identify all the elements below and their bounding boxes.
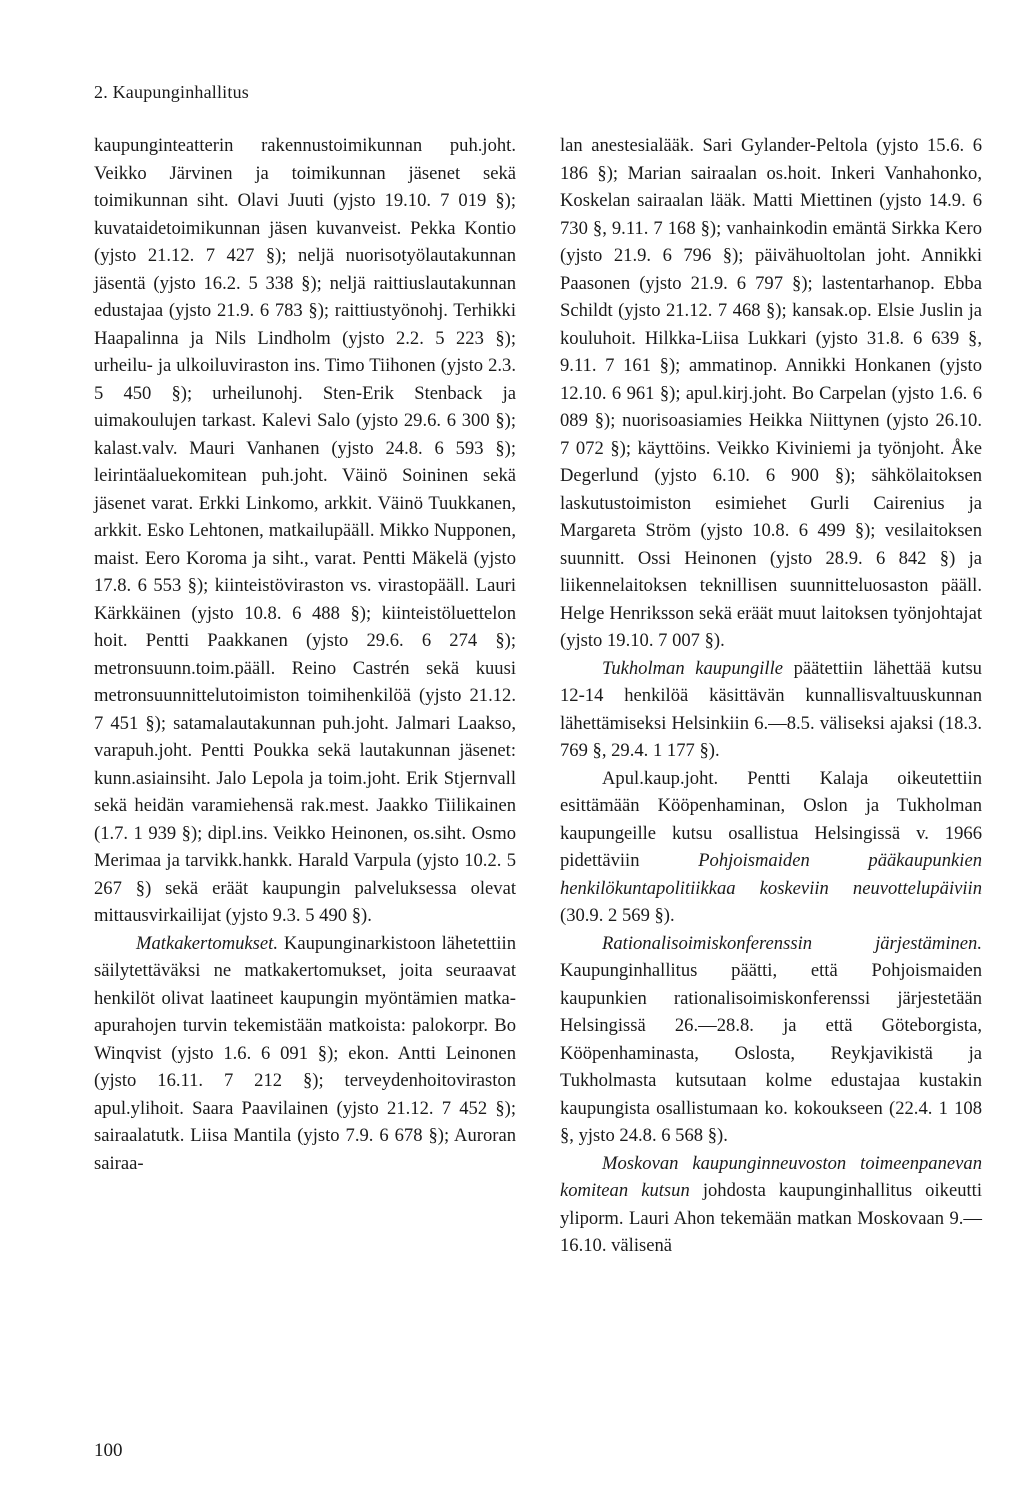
right-paragraph-2-body: päätettiin lähettää kutsu 12-14 henkilöä käsittävän kunnallisvaltuuskunnan lähettämiseksi Helsinkiin 6.—8.5. väliseksi ajaksi (18.3. 769 §, 29.4. 1 177 §).	[560, 657, 982, 761]
right-paragraph-5-body: johdosta kaupunginhallitus oikeutti yliporm. Lauri Ahon tekemään matkan Moskovaan 9.—16.10. välisenä	[560, 1180, 982, 1256]
page-number: 100	[94, 1440, 123, 1461]
left-paragraph-2	[94, 930, 516, 1178]
right-paragraph-3-before: Apul.kaup.joht. Pentti Kalaja oikeutettiin esittämään Kööpenhaminan, Oslon ja Tukholman kaupungeille kutsu osallistua Helsingissä v. 1966 pidettäviin	[560, 767, 982, 871]
right-paragraph-1: lan anestesialääk. Sari Gylander-Peltola (yjsto 15.6. 6 186 §); Marian sairaalan os.hoit. Inkeri Vanhahonko, Koskelan sairaalan lääk. Matti Miettinen (yjsto 14.9. 6 730 §, 9.11. 7 168 §); vanhainkodin emäntä Sirkka Kero (yjsto 21.9. 6 796 §); päivähuoltolan joht. Annikki Paasonen (yjsto 21.9. 6 797 §); lastentarhanop. Ebba Schildt (yjsto 21.12. 7 468 §); kansak.op. Elsie Juslin ja kouluhoit. Hilkka-Liisa Lukkari (yjsto 31.8. 6 639 §, 9.11. 7 161 §); ammatinop. Annikki Honkanen (yjsto 12.10. 6 961 §); apul.kirj.joht. Bo Carpelan (yjsto 1.6. 6 089 §); nuorisoasiamies Heikka Niittynen (yjsto 26.10. 7 072 §); käyttöins. Veikko Kiviniemi ja työnjoht. Åke Degerlund (yjsto 6.10. 6 900 §); sähkölaitoksen laskutustoimiston esimiehet Gurli Cairenius ja Margareta Ström (yjsto 10.8. 6 499 §); vesilaitoksen suunnitt. Ossi Heinonen (yjsto 28.9. 6 842 §) ja liikennelaitoksen teknillisen suunnitteluosaston pääll. Helge Henriksson sekä eräät muut laitoksen työnjohtajat (yjsto 19.10. 7 007 §).	[560, 135, 982, 651]
section-heading-tukholman: Tukholman kaupungille	[602, 657, 783, 679]
right-paragraph-3-after: (30.9. 2 569 §).	[560, 905, 675, 926]
section-heading-matkakertomukset: Matkakertomukset.	[136, 932, 278, 954]
left-paragraph-1: kaupunginteatterin rakennustoimikunnan puh.joht. Veikko Järvinen ja toimikunnan jäsenet sekä toimikunnan siht. Olavi Juuti (yjsto 19.10. 7 019 §); kuvataidetoimikunnan jäsen kuvanveist. Pekka Kontio (yjsto 21.12. 7 427 §); neljä nuorisotyölautakunnan jäsentä (yjsto 16.2. 5 338 §); neljä raittiuslautakunnan edustajaa (yjsto 21.9. 6 783 §); raittiustyönohj. Terhikki Haapalinna ja Nils Lindholm (yjsto 2.2. 5 223 §); urheilu- ja ulkoiluviraston ins. Timo Tiihonen (yjsto 2.3. 5 450 §); urheilunohj. Sten-Erik Stenback ja uimakoulujen tarkast. Kalevi Salo (yjsto 29.6. 6 300 §); kalast.valv. Mauri Vanhanen (yjsto 24.8. 6 593 §); leirintäaluekomitean puh.joht. Väinö Soininen sekä jäsenet varat. Erkki Linkomo, arkkit. Väinö Tuukkanen, arkkit. Esko Lehtonen, matkailupääll. Mikko Nupponen, maist. Eero Koroma ja siht., varat. Pentti Mäkelä (yjsto 17.8. 6 553 §); kiinteistöviraston vs. virastopääll. Lauri Kärkkäinen (yjsto 10.8. 6 488 §); kiinteistöluettelon hoit. Pentti Paakkanen (yjsto 29.6. 6 274 §); metronsuunn.toim.pääll. Reino Castrén sekä kuusi metronsuunnittelutoimiston toimihenkilöä (yjsto 21.12. 7 451 §); satamalautakunnan puh.joht. Jalmari Laakso, varapuh.joht. Pentti Poukka sekä lautakunnan jäsenet: kunn.asiainsiht. Jalo Lepola ja toim.joht. Erik Stjernvall sekä heidän varamiehensä rak.mest. Jaakko Tiilikainen (1.7. 1 939 §); dipl.ins. Veikko Heinonen, os.siht. Osmo Merimaa ja tarvikk.hankk. Harald Varpula (yjsto 10.2. 5 267 §) sekä eräät kaupungin palveluksessa olevat mittausvirkailijat (yjsto 9.3. 5 490 §).	[94, 135, 516, 926]
running-header: 2. Kaupunginhallitus	[94, 82, 249, 102]
right-paragraph-3-italic: Pohjoismaiden pääkaupunkien henkilökuntapolitiikkaa koskeviin neuvottelupäiviin	[560, 850, 982, 899]
right-paragraph-4	[560, 930, 982, 1150]
left-column	[94, 132, 516, 1177]
right-paragraph-2	[560, 655, 982, 765]
right-paragraph-3	[560, 765, 982, 930]
section-heading-rationalisoimiskonferenssi: Rationalisoimiskonferenssin järjestäminen.	[602, 932, 982, 954]
section-heading-moskovan: Moskovan kaupunginneuvoston toimeenpanevan komitean kutsun	[560, 1152, 982, 1201]
right-column	[560, 132, 982, 1260]
right-paragraph-4-body: Kaupunginhallitus päätti, että Pohjoismaiden kaupunkien rationalisoimiskonferenssi järjestetään Helsingissä 26.—28.8. ja että Göteborgista, Kööpenhaminasta, Oslosta, Reykjavikistä ja Tukholmasta kutsutaan kolme edustajaa kustakin kaupungista osallistumaan ko. kokoukseen (22.4. 1 108 §, yjsto 24.8. 6 568 §).	[560, 960, 982, 1146]
right-paragraph-5	[560, 1150, 982, 1260]
left-paragraph-2-body: Kaupunginarkistoon lähetettiin säilytettäväksi ne matkakertomukset, joita seuraavat henkilöt olivat laatineet kaupungin myöntämien matka-apurahojen turvin tekemistään matkoista: palokorpr. Bo Winqvist (yjsto 1.6. 6 091 §); ekon. Antti Leinonen (yjsto 16.11. 7 212 §); terveydenhoitoviraston apul.ylihoit. Saara Paavilainen (yjsto 21.12. 7 452 §); sairaalatutk. Liisa Mantila (yjsto 7.9. 6 678 §); Auroran sairaa-	[94, 932, 516, 1174]
